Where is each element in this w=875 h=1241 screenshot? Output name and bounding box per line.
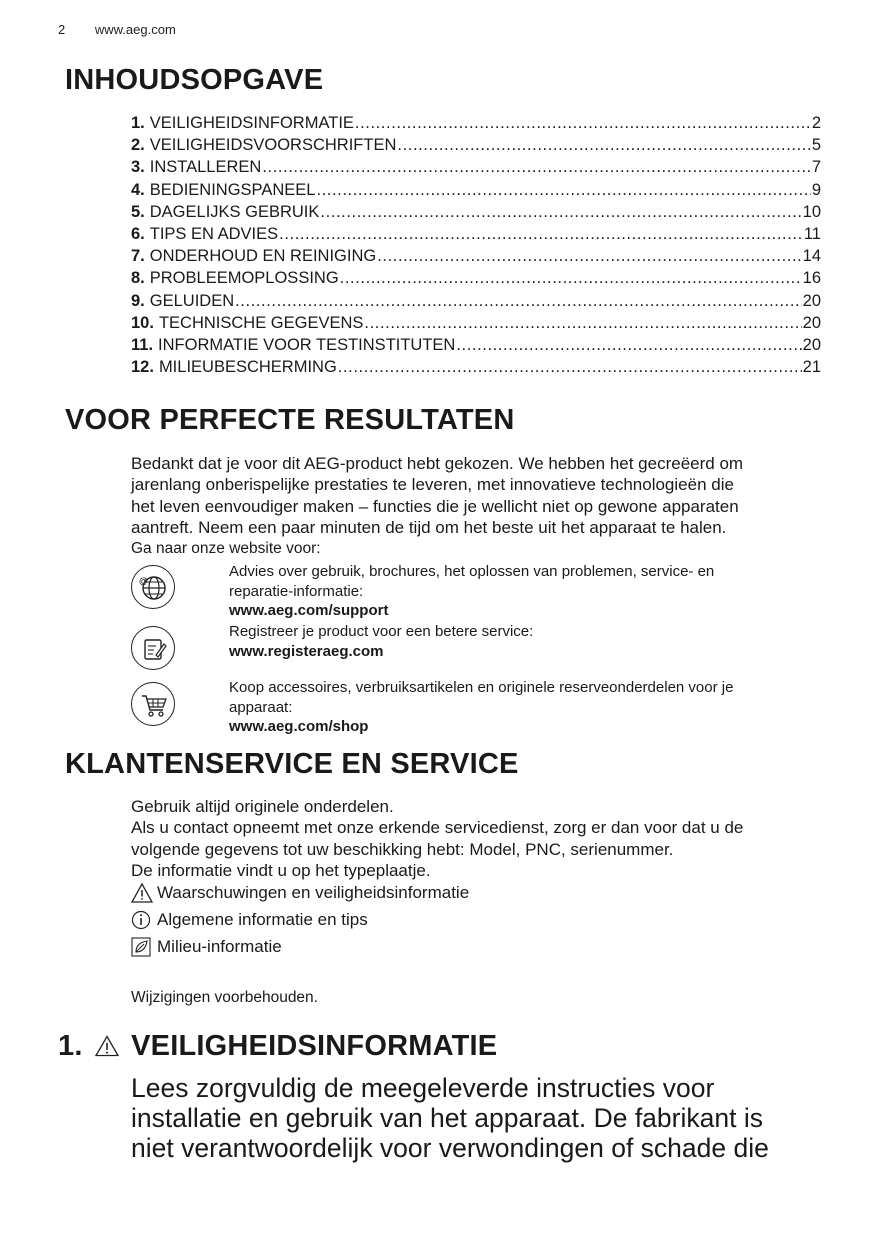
safety-line: niet verantwoordelijk voor verwondingen of schade die (131, 1133, 769, 1163)
leaf-icon (131, 937, 151, 957)
service-line: De informatie vindt u op het typeplaatje. (131, 860, 431, 880)
intro-line: Bedankt dat je voor dit AEG-product hebt gekozen. We hebben het gecreëerd om (131, 454, 744, 473)
warning-icon (95, 1032, 119, 1065)
link-desc: reparatie-informatie: (229, 582, 364, 600)
toc-leader-dots (262, 156, 810, 178)
toc-entry-label: ONDERHOUD EN REINIGING (149, 247, 377, 266)
toc-leader-dots (316, 179, 810, 201)
symbol-label: Waarschuwingen en veiligheidsinformatie (157, 883, 470, 902)
toc-entry[interactable] (131, 312, 821, 334)
intro-line: jarenlang onberispelijke prestaties te leveren, met innovatieve technologieën die (131, 475, 734, 495)
toc-entry[interactable] (131, 156, 821, 178)
svg-text:@: @ (139, 576, 148, 586)
register-url-link[interactable]: www.registeraeg.com (229, 642, 384, 660)
symbol-info-row (131, 910, 368, 930)
toc-entry-number: 1. (131, 114, 145, 132)
safety-title-text: VEILIGHEIDSINFORMATIE (131, 1030, 498, 1062)
perfect-results-title: VOOR PERFECTE RESULTATEN (65, 404, 515, 436)
toc-entry-number: 7. (131, 247, 145, 266)
toc-entry-label: VEILIGHEIDSVOORSCHRIFTEN (149, 136, 397, 155)
safety-number: 1. (58, 1030, 83, 1062)
toc-leader-dots (279, 223, 803, 245)
toc-entry[interactable] (131, 267, 821, 289)
service-text (131, 796, 821, 881)
link-desc: Registreer je product voor een betere service: (229, 623, 534, 640)
safety-intro (131, 1073, 831, 1163)
toc-entry-page: 9 (811, 180, 821, 199)
toc-leader-dots (364, 312, 801, 334)
page-number: 2 (58, 22, 66, 37)
safety-line: Lees zorgvuldig de meegeleverde instructies voor (131, 1073, 715, 1103)
toc-entry[interactable] (131, 223, 821, 245)
toc-entry-label: GELUIDEN (149, 291, 235, 310)
shop-link-text (229, 678, 809, 737)
toc-entry-number: 3. (131, 158, 145, 177)
changes-note: Wijzigingen voorbehouden. (131, 989, 318, 1006)
toc-title: INHOUDSOPGAVE (65, 64, 324, 96)
register-link-text (229, 622, 809, 661)
toc-entry-number: 10. (131, 313, 154, 332)
toc-entry-number: 4. (131, 180, 145, 199)
toc-entry-label: TIPS EN ADVIES (149, 225, 279, 244)
toc-entry-page: 20 (802, 336, 821, 355)
globe-icon (131, 565, 175, 609)
info-icon (131, 910, 151, 930)
safety-line: installatie en gebruik van het apparaat. De fabrikant is (131, 1103, 763, 1133)
page-header (58, 22, 176, 37)
toc-entry-page: 5 (811, 136, 821, 155)
support-link-text (229, 562, 809, 621)
toc-leader-dots (338, 356, 802, 378)
toc-entry-number: 12. (131, 358, 154, 377)
cart-icon (131, 682, 175, 726)
toc-entry-page: 2 (811, 114, 821, 132)
safety-title (58, 1030, 497, 1065)
toc-entry[interactable] (131, 179, 821, 201)
toc-leader-dots (397, 134, 810, 156)
toc-entry-label: TECHNISCHE GEGEVENS (158, 313, 364, 332)
toc-entry-label: INSTALLEREN (149, 158, 262, 177)
header-site: www.aeg.com (94, 22, 176, 37)
toc-entry-label: INFORMATIE VOOR TESTINSTITUTEN (158, 336, 456, 355)
toc-entry-label: VEILIGHEIDSINFORMATIE (149, 114, 354, 132)
link-desc: apparaat: (229, 698, 293, 716)
toc-entry-number: 2. (131, 136, 145, 155)
toc-entry-page: 20 (802, 313, 821, 332)
service-line: volgende gegevens tot uw beschikking hebt: Model, PNC, serienummer. (131, 839, 674, 859)
toc-leader-dots (456, 334, 801, 356)
toc-entry-label: PROBLEEMOPLOSSING (149, 269, 339, 288)
register-icon (131, 626, 175, 670)
toc-entry[interactable] (131, 112, 821, 134)
symbol-label: Algemene informatie en tips (157, 910, 368, 929)
toc-entry[interactable] (131, 245, 821, 267)
toc-entry-page: 16 (802, 269, 821, 288)
toc-leader-dots (235, 290, 802, 312)
intro-line: het leven eenvoudiger maken – functies die je wellicht niet op gewone apparaten (131, 496, 739, 516)
table-of-contents (131, 112, 821, 378)
toc-entry-number: 8. (131, 269, 145, 288)
symbol-label: Milieu-informatie (157, 937, 282, 956)
toc-entry-page: 7 (811, 158, 821, 177)
shop-url-link[interactable]: www.aeg.com/shop (229, 718, 369, 735)
toc-entry-number: 5. (131, 202, 145, 221)
link-desc: Advies over gebruik, brochures, het oplossen van problemen, service- en (229, 563, 715, 580)
toc-entry-page: 20 (802, 291, 821, 310)
toc-entry-page: 11 (803, 225, 821, 244)
toc-entry-page: 14 (802, 247, 821, 266)
link-desc: Koop accessoires, verbruiksartikelen en originele reserveonderdelen voor je (229, 679, 734, 696)
symbol-warning-row (131, 883, 469, 903)
website-label: Ga naar onze website voor: (131, 540, 321, 558)
toc-entry-number: 9. (131, 291, 145, 310)
toc-entry[interactable] (131, 134, 821, 156)
toc-entry-number: 6. (131, 225, 145, 244)
perfect-intro (131, 453, 821, 559)
toc-entry-label: BEDIENINGSPANEEL (149, 180, 316, 199)
intro-line: aantreft. Neem een paar minuten de tijd om het beste uit het apparaat te halen. (131, 517, 727, 537)
toc-entry-number: 11. (131, 336, 154, 355)
toc-entry-page: 21 (802, 358, 821, 377)
symbol-leaf-row (131, 937, 282, 957)
toc-entry[interactable] (131, 201, 821, 223)
toc-entry-page: 10 (802, 202, 821, 221)
service-line: Gebruik altijd originele onderdelen. (131, 797, 394, 816)
service-title: KLANTENSERVICE EN SERVICE (65, 748, 519, 780)
toc-leader-dots (355, 112, 811, 134)
toc-leader-dots (340, 267, 802, 289)
support-url-link[interactable]: www.aeg.com/support (229, 602, 389, 619)
warning-icon (131, 883, 151, 903)
toc-entry[interactable] (131, 290, 821, 312)
toc-entry-label: MILIEUBESCHERMING (158, 358, 337, 377)
toc-entry[interactable] (131, 334, 821, 356)
toc-entry-label: DAGELIJKS GEBRUIK (149, 202, 320, 221)
service-line: Als u contact opneemt met onze erkende servicedienst, zorg er dan voor dat u de (131, 818, 744, 838)
toc-entry[interactable] (131, 356, 821, 378)
toc-leader-dots (377, 245, 801, 267)
toc-leader-dots (320, 201, 801, 223)
